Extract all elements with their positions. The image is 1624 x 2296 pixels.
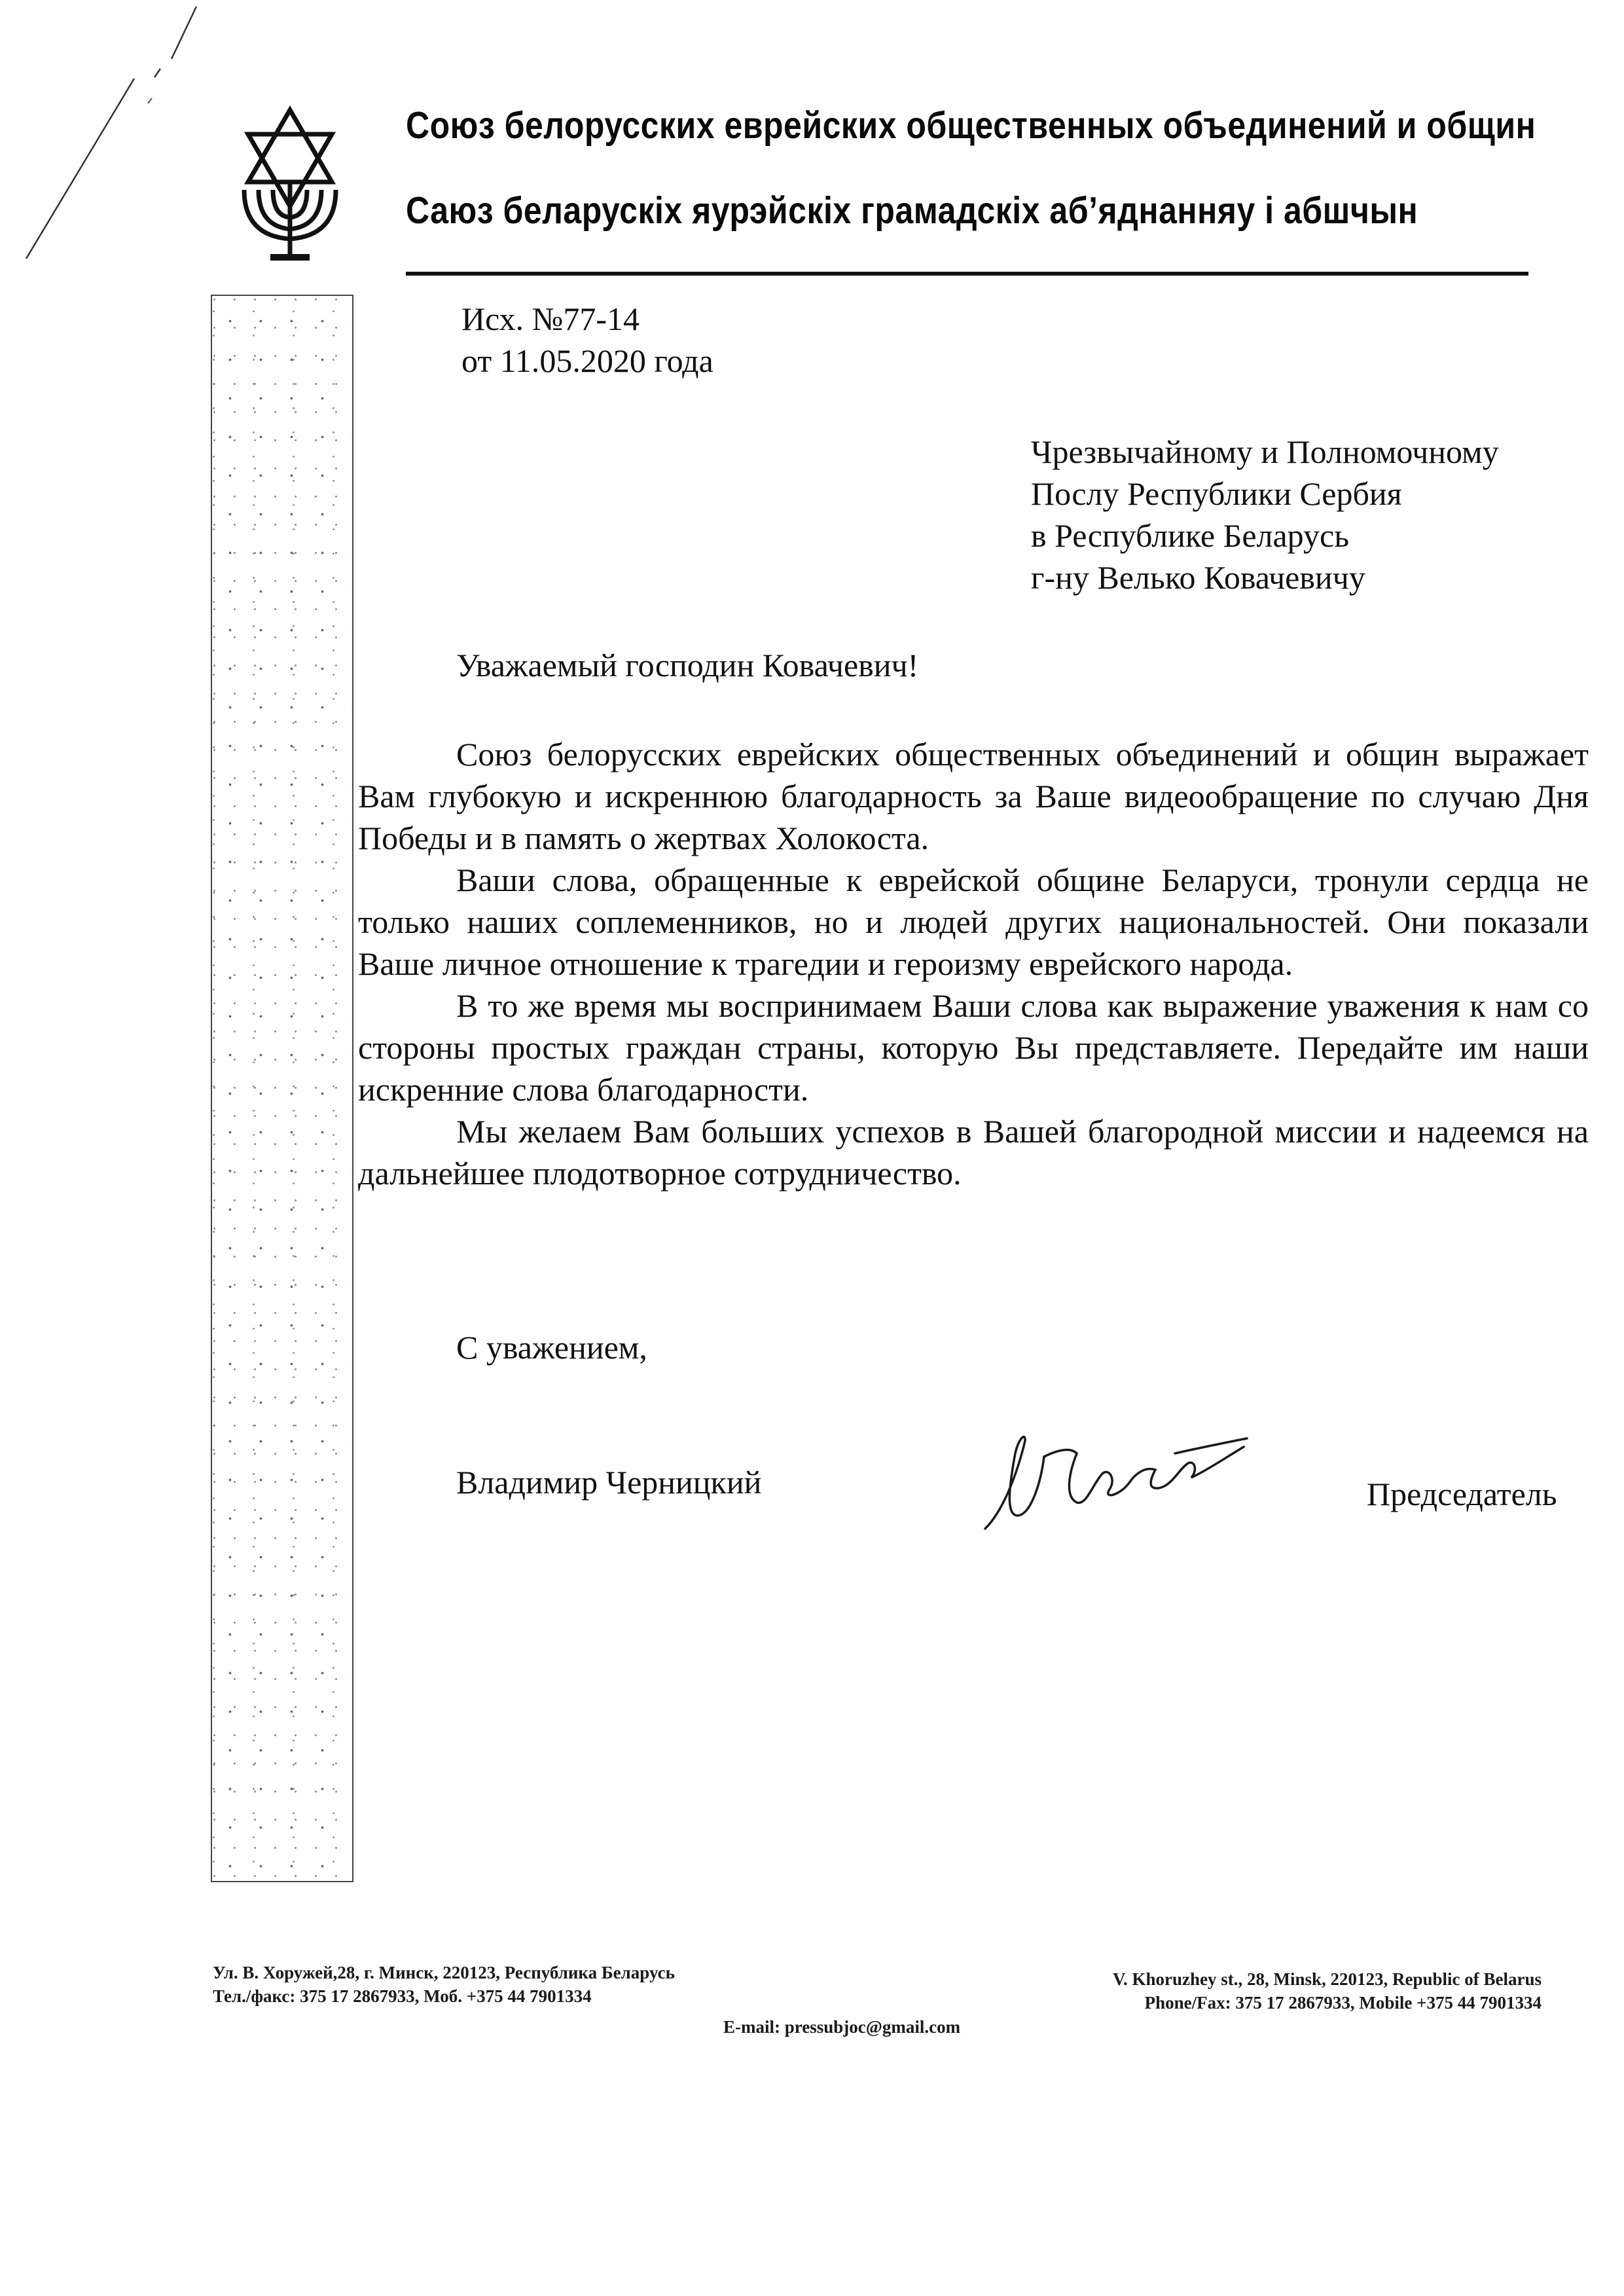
signatory-name: Владимир Черницкий xyxy=(456,1464,762,1501)
outgoing-reference xyxy=(461,298,713,382)
star-of-david-menorah-icon xyxy=(232,105,347,268)
letterhead-divider xyxy=(406,272,1528,276)
org-name-belarusian: Саюз беларускіх яурэйскіх грамадскіх аб’яднанняу і абшчын xyxy=(406,189,1418,232)
body-paragraph: Союз белорусских еврейских общественных объединений и общин выражает Вам глубокую и искреннюю благодарность за Ваше видеообращение по случаю Дня Победы и в память о жертвах Холокоста. xyxy=(358,736,1589,856)
salutation: Уважаемый господин Ковачевич! xyxy=(456,647,919,683)
body-paragraph: Ваши слова, обращенные к еврейской общине Беларуси, тронули сердца не только наших соплеменников, но и людей других национальностей. Они показали Ваше личное отношение к трагедии и героизму еврейского народа. xyxy=(358,862,1589,982)
signatory-title: Председатель xyxy=(1367,1476,1557,1512)
footer-contacts-en xyxy=(1018,1967,1542,2014)
stray-pen-marks xyxy=(0,0,262,275)
addressee-block xyxy=(1031,431,1499,598)
footer-phone-ru: Тел./факс: 375 17 2867933, Моб. +375 44 7901334 xyxy=(213,1986,592,2006)
footer-address-ru: Ул. В. Хоружей,28, г. Минск, 220123, Республика Беларусь xyxy=(213,1963,675,1982)
letter-body xyxy=(358,733,1589,1194)
addressee-line: в Республике Беларусь xyxy=(1031,517,1350,554)
footer-email: E-mail: pressubjoc@gmail.com xyxy=(723,2017,961,2037)
closing: С уважением, xyxy=(456,1329,647,1366)
footer-phone-en: Phone/Fax: 375 17 2867933, Mobile +375 44 7901334 xyxy=(1144,1993,1542,2013)
reference-date: от 11.05.2020 года xyxy=(461,342,713,379)
handwritten-signature xyxy=(979,1417,1254,1548)
reference-number: Исх. №77-14 xyxy=(461,301,640,337)
scan-margin-strip xyxy=(211,295,353,1882)
addressee-line: г-ну Велько Ковачевичу xyxy=(1031,559,1365,596)
body-paragraph: Мы желаем Вам больших успехов в Вашей благородной миссии и надеемся на дальнейшее плодотворное сотрудничество. xyxy=(358,1113,1589,1192)
org-name-russian: Союз белорусских еврейских общественных объединений и общин xyxy=(406,104,1536,147)
addressee-line: Послу Республики Сербия xyxy=(1031,475,1402,512)
addressee-line: Чрезвычайному и Полномочному xyxy=(1031,433,1499,470)
footer-address-en: V. Khoruzhey st., 28, Minsk, 220123, Republic of Belarus xyxy=(1112,1969,1542,1989)
body-paragraph: В то же время мы воспринимаем Ваши слова как выражение уважения к нам со стороны простых граждан страны, которую Вы представляете. Передайте им наши искренние слова благодарности. xyxy=(358,987,1589,1108)
footer-contacts-ru xyxy=(213,1961,675,2008)
